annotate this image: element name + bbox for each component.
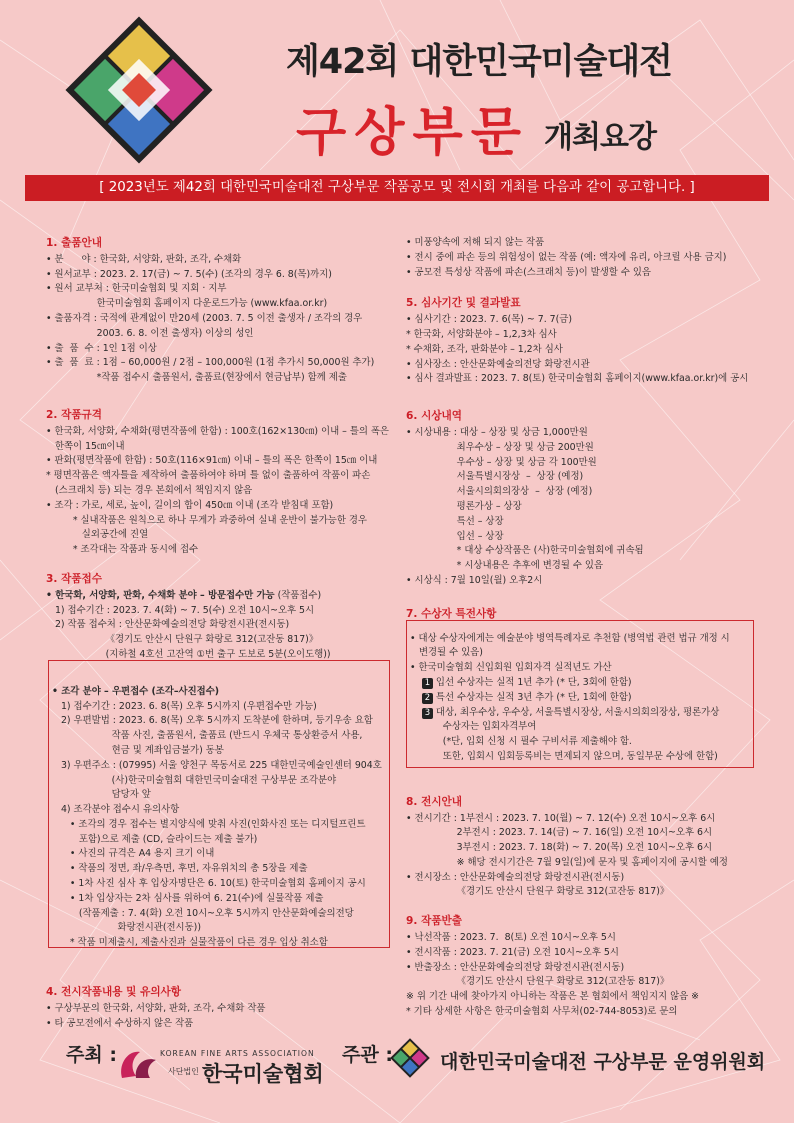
list-item: 《경기도 안산시 단원구 화랑로 312(고잔동 817)》: [46, 634, 319, 646]
list-item: • 분 야 : 한국화, 서양화, 판화, 조각, 수채화: [46, 253, 242, 265]
list-item: • 출품자격 : 국적에 관계없이 만20세 (2003. 7. 5 이전 출생자 / 조각의 경우: [46, 312, 363, 324]
benefits-content: [406, 632, 752, 765]
title-suffix: 개최요강: [544, 120, 656, 155]
list-item: 평론가상 – 상장: [406, 500, 522, 512]
benefit-text: 대상, 최우수상, 우수상, 서울특별시장상, 서울시의회의장상, 평론가상: [435, 706, 720, 718]
list-item: • 낙선작품 : 2023. 7. 8(토) 오전 10시~오후 5시: [406, 932, 616, 944]
list-item: 작품 사진, 출품원서, 출품료 (반드시 우체국 통상환증서 사용,: [52, 730, 363, 742]
list-item: • 전시기간 : 1부전시 : 2023. 7. 10(월) ~ 7. 12(수) 오전 10시~오후 6시: [406, 812, 716, 824]
submission-head-bold: • 한국화, 서양화, 판화, 수채화 분야 – 방문접수만 가능: [46, 589, 275, 601]
list-item: • 시상내용 : 대상 – 상장 및 상금 1,000만원: [406, 426, 588, 438]
list-item: (사)한국미술협회 대한민국미술대전 구상부문 조각분야: [52, 774, 337, 786]
section-title-entry-guide: 1. 출품안내: [46, 237, 103, 249]
list-item: 1) 접수기간 : 2023. 7. 4(화) ~ 7. 5(수) 오전 10시~오후 5시: [46, 604, 315, 616]
host-label: 주최 :: [66, 1044, 117, 1066]
list-item: 2) 작품 접수처 : 안산문화예술의전당 화랑전시관(전시동): [46, 619, 290, 631]
organizer-name: 대한민국미술대전 구상부문 운영위원회: [440, 1051, 766, 1073]
list-item: 2) 우편발법 : 2023. 6. 8(목) 오후 5시까지 도착분에 한하며, 등기우송 요함: [52, 715, 373, 727]
list-item: 3) 우편주소 : (07995) 서울 양천구 목동서로 225 대한민국예술인센터 904호: [52, 759, 382, 771]
list-item: • 전시작품 : 2023. 7. 21(금) 오전 10시~오후 5시: [406, 946, 619, 958]
list-item: 입선 – 상장: [406, 530, 504, 542]
list-item: • 판화(평면작품에 한함) : 50호(116×91㎝) 이내 – 틀의 폭은 한쪽이 15㎝ 이내: [46, 455, 378, 467]
list-item: 실외공간에 진열: [46, 529, 149, 541]
list-item: (*단, 입회 신청 시 필수 구비서류 제출해야 함.: [410, 736, 632, 748]
entry-guide-lines: [46, 253, 392, 386]
list-item: [410, 691, 752, 706]
benefit-text: 입선 수상자는 실적 1년 추가 (* 단, 3회에 한함): [435, 676, 632, 688]
list-item: • 1차 입상자는 2차 심사를 위하여 6. 21(수)에 실물작품 제출: [52, 892, 324, 904]
list-item: • 출 품 수 : 1인 1점 이상: [46, 342, 157, 354]
list-item: (지하철 4호선 고잔역 ①번 출구 도보로 5분(오이도행)): [46, 648, 331, 660]
list-item: • 조각의 경우 접수는 별지양식에 맞춰 사진(인화사진 또는 디지털프린트: [52, 818, 366, 830]
right-column: [406, 236, 752, 1020]
list-item: 《경기도 안산시 단원구 화랑로 312(고잔동 817)》: [406, 976, 670, 988]
list-item: • 원서교부 : 2023. 2. 17(금) ~ 7. 5(수) (조각의 경우 6. 8(목)까지): [46, 268, 332, 280]
list-item: [410, 706, 752, 721]
specs-lines: [46, 425, 392, 558]
number-badge-3: 3: [422, 708, 433, 719]
list-item: 화랑전시관(전시동)): [52, 922, 201, 934]
list-item: ※ 해당 전시기간은 7월 9일(일)에 문자 및 홈페이지에 공시할 예정: [406, 856, 728, 868]
list-item: * 기타 상세한 사항은 한국미술협회 사무처(02-744-8053)로 문의: [406, 1006, 678, 1018]
benefit-text: 특선 수상자는 실적 3년 추가 (* 단, 1회에 한함): [435, 691, 632, 703]
list-item: * 한국화, 서양화분야 – 1,2,3차 심사: [406, 328, 557, 340]
list-item: • 전시장소 : 안산문화예술의전당 화랑전시관(전시동): [406, 871, 625, 883]
announcement-banner: [ 2023년도 제42회 대한민국미술대전 구상부문 작품공모 및 전시회 개최를 다음과 같이 공고합니다. ]: [25, 175, 769, 201]
list-item: 현금 및 계좌입금불가) 동봉: [52, 744, 224, 756]
list-item: (작품제출 : 7. 4(화) 오전 10시~오후 5시까지 안산문화예술의전당: [52, 907, 354, 919]
list-item: • 반출장소 : 안산문화예술의전당 화랑전시관(전시동): [406, 961, 625, 973]
list-item: 특선 – 상장: [406, 515, 504, 527]
section-title-awards: 6. 시상내역: [406, 410, 463, 423]
list-item: • 구상부문의 한국화, 서양화, 판화, 조각, 수채화 작품: [46, 1002, 266, 1014]
section-title-exhibit-content: 4. 전시작품내용 및 유의사항: [46, 986, 182, 999]
list-item: • 한국화, 서양화, 수채화(평면작품에 한함) : 100호(162×130㎝) 이내 – 틀의 폭은: [46, 425, 389, 437]
list-item: • 전시 중에 파손 등의 위험성이 없는 작품 (예: 액자에 유리, 아크릴 사용 금지): [406, 251, 727, 263]
section-title-return: 9. 작품반출: [406, 915, 463, 928]
list-item: • 공모전 특성상 작품에 파손(스크래치 등)이 발생할 수 있음: [406, 266, 651, 278]
section-title-submission: 3. 작품접수: [46, 572, 103, 585]
list-item: 담당자 앞: [52, 789, 151, 801]
exhibition-logo-icon: [388, 1036, 432, 1080]
title-line-1: 제42회 대한민국미술대전: [286, 42, 672, 82]
list-item: 3부전시 : 2023. 7. 18(화) ~ 7. 20(목) 오전 10시~오후 6시: [406, 842, 713, 854]
list-item: 한국미술협회 홈페이지 다운로드가능 (www.kfaa.or.kr): [46, 298, 328, 310]
list-item: • 시상식 : 7월 10일(월) 오후2시: [406, 574, 543, 586]
kfaa-english-name: KOREAN FINE ARTS ASSOCIATION: [160, 1049, 315, 1058]
list-item: * 작품 미제출시, 제출사진과 실물작품이 다른 경우 입상 취소함: [52, 937, 328, 949]
list-item: 포함)으로 제출 (CD, 슬라이드는 제출 불가): [52, 833, 258, 845]
list-item: • 대상 수상자에게는 예술분야 병역특례자로 추천함 (병역법 관련 법규 개정 시: [410, 632, 730, 644]
list-item: * 수채화, 조각, 판화분야 – 1,2차 심사: [406, 343, 563, 355]
list-item: • 미풍양속에 저해 되지 않는 작품: [406, 237, 545, 248]
list-item: *작품 접수시 출품원서, 출품료(현장에서 현금납부) 함께 제출: [46, 372, 347, 384]
organizer-label: 주관 :: [342, 1044, 393, 1066]
list-item: • 사진의 규격은 A4 용지 크기 이내: [52, 848, 215, 860]
list-item: • 작품의 정면, 좌/우측면, 후면, 자유위치의 총 5장을 제출: [52, 863, 308, 875]
list-item: 우수상 – 상장 및 상금 각 100만원: [406, 456, 597, 468]
kfaa-corp-label: 사단법인: [168, 1067, 199, 1076]
list-item: 2부전시 : 2023. 7. 14(금) ~ 7. 16(일) 오전 10시~오후 6시: [406, 827, 713, 839]
list-item: 4) 조각분야 접수시 유의사항: [52, 804, 180, 816]
sculpture-head: • 조각 분야 – 우편접수 (조각–사진접수): [52, 685, 220, 697]
list-item: • 1차 사진 심사 후 입상자명단은 6. 10(토) 한국미술협회 홈페이지 공시: [52, 878, 366, 890]
list-item: 1) 접수기간 : 2023. 6. 8(목) 오후 5시까지 (우편접수만 가능): [52, 700, 317, 712]
daehan-art-exhibition-logo-icon: [26, 14, 252, 164]
sculpture-submission: [46, 685, 392, 951]
section-title-benefits: 7. 수상자 특전사항: [406, 607, 497, 620]
list-item: 변경될 수 있음): [410, 647, 483, 659]
section-title-judging: 5. 심사기간 및 결과발표: [406, 297, 521, 310]
list-item: • 출 품 료 : 1점 – 60,000원 / 2점 – 100,000원 (1점 추가시 50,000원 추가): [46, 357, 375, 369]
title-line-2: 구상부문: [296, 103, 529, 163]
section-title-exhibition: 8. 전시안내: [406, 795, 463, 808]
list-item: • 심사 결과발표 : 2023. 7. 8(토) 한국미술협회 홈페이지(www.kfaa.or.kr)에 공시: [406, 373, 749, 385]
section-title-specs: 2. 작품규격: [46, 408, 103, 421]
number-badge-2: 2: [422, 693, 433, 704]
list-item: 수상자는 입회자격부여: [410, 721, 537, 733]
list-item: ※ 위 기간 내에 찾아가지 아니하는 작품은 본 협회에서 책임지지 않음 ※: [406, 991, 700, 1003]
list-item: * 평면작품은 액자틀을 제작하여 출품하여야 하며 틀 없이 출품하여 작품이 파손: [46, 470, 371, 482]
list-item: • 심사기간 : 2023. 7. 6(목) ~ 7. 7(금): [406, 314, 573, 326]
list-item: * 대상 수상작품은 (사)한국미술협회에 귀속됨: [406, 545, 644, 557]
kfaa-logo-icon: [114, 1044, 164, 1084]
list-item: [410, 676, 752, 691]
list-item: * 실내작품은 원칙으로 하나 무게가 과중하여 실내 운반이 불가능한 경우: [46, 514, 367, 526]
list-item: 한쪽이 15㎝이내: [46, 440, 125, 452]
list-item: • 원서 교부처 : 한국미술협회 및 지회 · 지부: [46, 283, 227, 295]
list-item: 2003. 6. 8. 이전 출생자) 이상의 성인: [46, 327, 254, 339]
list-item: • 심사장소 : 안산문화예술의전당 화랑전시관: [406, 358, 590, 370]
list-item: * 조각대는 작품과 동시에 접수: [46, 544, 199, 556]
list-item: 《경기도 안산시 단원구 화랑로 312(고잔동 817)》: [406, 886, 670, 898]
submission-head: [46, 589, 392, 604]
list-item: 서울시의회의장상 – 상장 (예정): [406, 486, 593, 498]
list-item: * 시상내용은 추후에 변경될 수 있음: [406, 560, 604, 572]
list-item: • 한국미술협회 신입회원 입회자격 실적년도 가산: [410, 662, 612, 674]
list-item: 최우수상 – 상장 및 상금 200만원: [406, 441, 594, 453]
list-item: 또한, 입회시 입회등록비는 면제되지 않으며, 동일부문 수상에 한함): [410, 750, 718, 762]
left-column: [46, 236, 392, 1031]
list-item: 서울특별시장상 – 상장 (예정): [406, 471, 584, 483]
list-item: • 조각 : 가로, 세로, 높이, 길이의 합이 450㎝ 이내 (조각 받침대 포함): [46, 499, 334, 511]
kfaa-name: 한국미술협회: [202, 1062, 324, 1086]
number-badge-1: 1: [422, 678, 433, 689]
submission-head-note: (작품접수): [274, 589, 322, 601]
list-item: • 타 공모전에서 수상하지 않은 작품: [46, 1017, 194, 1029]
list-item: (스크래치 등) 되는 경우 본회에서 책임지지 않음: [46, 484, 253, 496]
